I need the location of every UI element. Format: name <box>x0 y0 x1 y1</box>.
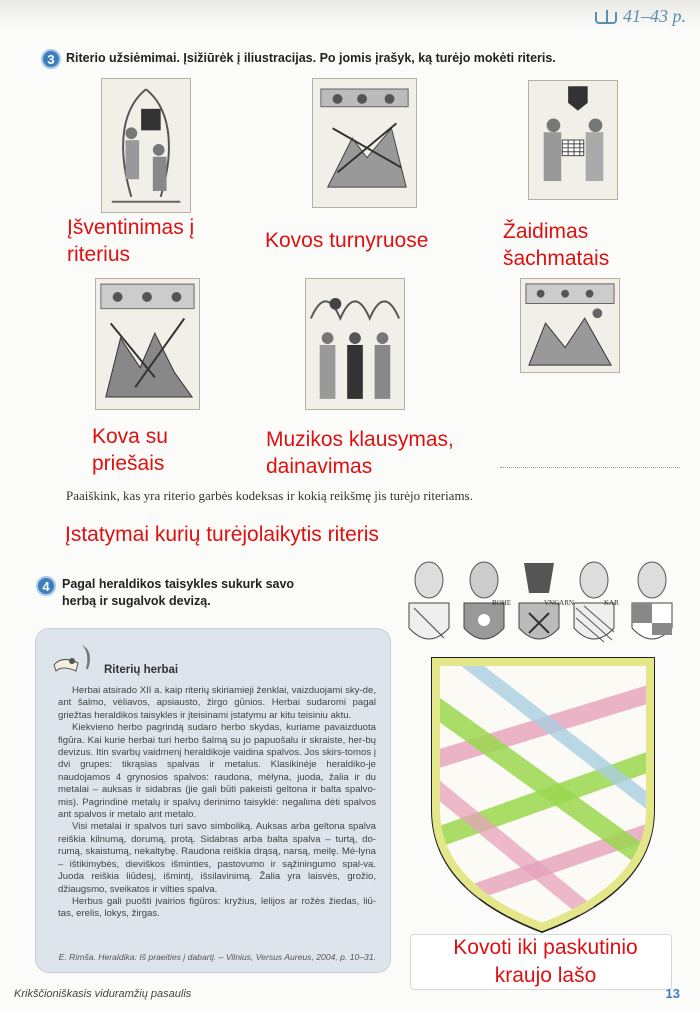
crest-label-3: KAR <box>604 599 619 607</box>
answer-4 <box>92 423 168 477</box>
motto-line1: Kovoti iki paskutinio <box>453 936 638 959</box>
illustration-chess <box>528 80 618 200</box>
info-source: E. Rimša. Heraldika: Iš praeities į dabartį. – Vilnius, Versus Aureus, 2004, p. 10–31. <box>58 952 376 962</box>
student-shield-drawing <box>422 650 662 940</box>
task4-instruction <box>62 576 362 610</box>
illustration-procession <box>520 278 620 373</box>
answer-1-line1: Įšventinimas į <box>67 216 195 239</box>
answer-3-line1: Žaidimas <box>503 220 589 243</box>
answer-5-line1: Muzikos klausymas, <box>266 428 454 451</box>
illustration-knighting <box>101 78 191 213</box>
answer-2 <box>265 227 428 254</box>
task4-instruction-line1: Pagal heraldikos taisykles sukurk savo <box>62 577 295 591</box>
task4-instruction-line2: herbą ir sugalvok devizą. <box>62 594 211 608</box>
crest-label-2: VNGARN <box>544 599 574 607</box>
answer-5-line2: dainavimas <box>266 455 373 478</box>
answer-3-line2: šachmatais <box>503 247 610 270</box>
answer-4-line1: Kova su <box>92 425 168 448</box>
crest-label-1: BOHE <box>492 599 512 607</box>
info-box-title: Riterių herbai <box>104 664 179 676</box>
info-paragraph-3: Visi metalai ir spalvos turi savo simboliką. Auksas arba geltona spalva reiškia kilnumą, dorumą, protą. Sidabras arba balta spalva – turtą, do-rumą, skaistumą, nekaltybę. Raudona reiškia drąsą, narsą, meilę. Mė-lyna – ištikimybės, dieviškos išminties, pastovumo ir sąžiningumo spal-va. Juoda reiškia liūdesį, išmintį, išsilavinimą. Žalia yra laisvės, grožio, džiaugsmo, sveikatos ir vilties spalva. <box>58 821 376 895</box>
answer-1-line2: riterius <box>67 243 131 266</box>
footer-page-number: 13 <box>665 986 680 1001</box>
answer-1 <box>67 214 194 268</box>
answer-2-line1: Kovos turnyruose <box>265 229 429 252</box>
illustration-music <box>305 278 405 410</box>
info-box-body <box>58 685 376 921</box>
answer-4-line2: priešais <box>92 452 165 475</box>
answer-3 <box>503 218 609 272</box>
coats-of-arms-row <box>404 558 694 653</box>
info-box <box>35 628 391 973</box>
coat-of-arms-5 <box>632 562 672 639</box>
info-paragraph-4: Herbus gali puošti įvairios figūros: kryžius, lelijos ar rožės žiedas, liū-tas, erelis, lokys, žirgas. <box>58 895 376 920</box>
quill-scroll-icon <box>50 641 100 675</box>
motto-line2: kraujo lašo <box>494 964 597 987</box>
answer-5 <box>266 426 454 480</box>
info-paragraph-2: Kiekvieno herbo pagrindą sudaro herbo skydas, kuriame pavaizduota figūra. Kai kurie herbai turi herbo šalmą su jo papuošalu ir skraiste, her-bų devizus. Itin svarbų vaidmenį heraldikoje vaidina spalvos. Jos skirs-tomos į dvi grupes: tikrąsias spalvas ir metalus. Klasikinėje heraldiko-je naudojamos 4 grynosios spalvos: raudona, mėlyna, juoda, žalia ir du metalai – auksas ir sidabras (jie gali būti pakeisti geltona ir balta spalvo-mis). Pagrindinė metalų ir spalvų derinimo taisyklė: negalima dėti spalvos ant spalvos ir metalo ant metalo. <box>58 722 376 821</box>
illustration-battle <box>95 278 200 410</box>
motto <box>423 934 668 990</box>
task-number-badge-4: 4 <box>36 576 56 596</box>
page-reference <box>595 6 686 27</box>
info-paragraph-1: Herbai atsirado XII a. kaip riterių skiriamieji ženklai, vaizduojami sky-de, ant šalmo, vėliavos, apsiausto, žirgo gūnios. Herbai sudaromi pagal griežtas heraldikos taisykles ir įteisinami įstatymu ar kitu teisiniu aktu. <box>58 685 376 721</box>
task-number-badge: 3 <box>41 49 61 69</box>
answer-6-line <box>500 467 680 468</box>
task3-instruction: Riterio užsiėmimai. Įsižiūrėk į iliustracijas. Po jomis įrašyk, ką turėjo mokėti riteris. <box>66 51 556 65</box>
footer-book-title: Krikščioniškasis viduramžių pasaulis <box>14 988 192 1000</box>
question-answer: Įstatymai kurių turėjolaikytis riteris <box>65 523 379 546</box>
page-ref-text: 41–43 p. <box>623 6 686 26</box>
coat-of-arms-1 <box>409 562 449 639</box>
book-icon <box>595 12 617 24</box>
illustration-tournament <box>312 78 417 208</box>
task3-question: Paaiškink, kas yra riterio garbės kodeksas ir kokią reikšmę jis turėjo riteriams. <box>66 488 473 503</box>
